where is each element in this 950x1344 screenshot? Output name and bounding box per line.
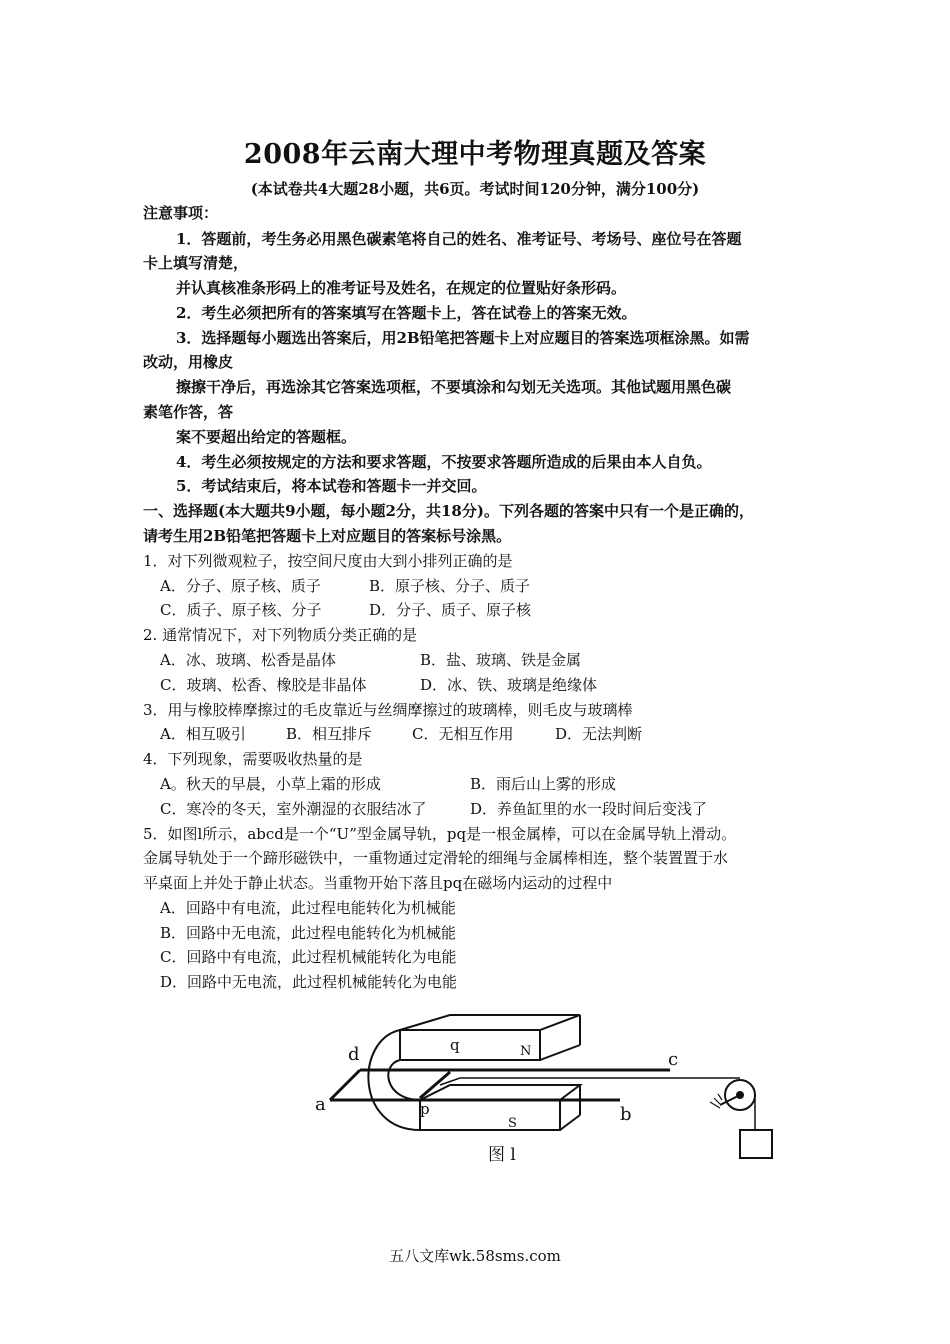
notice-heading: 注意事项： [143,204,219,222]
label-d: d [348,1044,360,1065]
question-stem: 金属导轨处于一个蹄形磁铁中，一重物通过定滑轮的细绳与金属棒相连，整个装置置于水 [143,849,729,867]
question-option: B．相互排斥 [286,725,373,743]
question-option: B．雨后山上雾的形成 [470,775,617,793]
question-option: C．质子、原子核、分子 [160,601,322,619]
magnet-edge [560,1115,580,1130]
support-hatch [710,1094,722,1108]
magnet-top-face [400,1015,580,1030]
label-a: a [315,1094,326,1115]
pulley-support [720,1095,740,1105]
notice-line: 素笔作答，答 [143,403,234,421]
rail-ad [330,1070,360,1100]
question-option: A．回路中有电流，此过程电能转化为机械能 [160,899,456,917]
magnet-bottom-face [420,1085,580,1100]
question-stem: 5．如图l所示，abcd是一个“U”型金属导轨，pq是一根金属棒，可以在金属导轨上滑动。 [143,825,737,843]
question-option: D．回路中无电流，此过程机械能转化为电能 [160,973,458,991]
notice-line: 4．考生必须按规定的方法和要求答题，不按要求答题所造成的后果由本人自负。 [176,453,712,471]
section-heading: 请考生用2B铅笔把答题卡上对应题目的答案标号涂黑。 [143,527,512,545]
label-b: b [620,1104,632,1125]
label-q: q [450,1036,460,1054]
notice-line: 5．考试结束后，将本试卷和答题卡一并交回。 [176,477,487,495]
footer-watermark: 五八文库wk.58sms.com [389,1247,561,1265]
label-p: p [420,1100,430,1118]
question-option: A。秋天的早晨，小草上霜的形成 [160,775,381,793]
notice-line: 并认真核准条形码上的准考证号及姓名，在规定的位置贴好条形码。 [176,279,627,297]
question-option: D．分子、质子、原子核 [369,601,532,619]
notice-line: 1．答题前，考生务必用黑色碳素笔将自己的姓名、准考证号、考场号、座位号在答题 [176,230,742,248]
question-option: D．养鱼缸里的水一段时间后变浅了 [470,800,708,818]
magnet-edge [540,1045,580,1060]
question-option: B．原子核、分子、质子 [369,577,531,595]
question-option: B．回路中无电流，此过程电能转化为机械能 [160,924,457,942]
question-stem: 平桌面上并处于静止状态。当重物开始下落且pq在磁场内运动的过程中 [143,874,613,892]
question-option: B．盐、玻璃、铁是金属 [420,651,582,669]
question-option: A．冰、玻璃、松香是晶体 [160,651,336,669]
magnet-u-outer [368,1030,420,1130]
question-stem: 3．用与橡胶棒摩擦过的毛皮靠近与丝绸摩擦过的玻璃棒，则毛皮与玻璃棒 [143,701,633,719]
page-title: 2008年云南大理中考物理真题及答案 [243,139,707,170]
question-option: A．分子、原子核、质子 [160,577,321,595]
figure-caption: 图 l [488,1145,516,1165]
notice-line: 卡上填写清楚， [143,254,249,272]
magnet-n-block [400,1030,540,1060]
label-S: S [508,1116,517,1131]
question-option: C．寒冷的冬天，室外潮湿的衣服结冰了 [160,800,427,818]
label-c: c [668,1049,679,1070]
question-option: C．回路中有电流，此过程机械能转化为电能 [160,948,457,966]
rod-pq [420,1072,450,1098]
weight-block [740,1130,772,1158]
question-option: A．相互吸引 [160,725,246,743]
page-subtitle: (本试卷共4大题28小题，共6页。考试时间120分钟，满分100分) [250,180,700,198]
magnet-s-block [420,1100,560,1130]
question-stem: 1．对下列微观粒子，按空间尺度由大到小排列正确的是 [143,552,513,570]
question-stem: 2. 通常情况下，对下列物质分类正确的是 [143,626,418,644]
notice-line: 改动，用橡皮 [143,353,234,371]
notice-line: 擦擦干净后，再选涂其它答案选项框，不要填涂和勾划无关选项。其他试题用黑色碳 [176,378,732,396]
section-heading: 一、选择题(本大题共9小题，每小题2分，共18分)。下列各题的答案中只有一个是正确的， [143,502,754,520]
question-option: C．无相互作用 [412,725,514,743]
magnet-u-inner [388,1060,420,1100]
question-option: C．玻璃、松香、橡胶是非晶体 [160,676,367,694]
notice-line: 2．考生必须把所有的答案填写在答题卡上，答在试卷上的答案无效。 [176,304,637,322]
question-option: D．冰、铁、玻璃是绝缘体 [420,676,598,694]
label-N: N [520,1044,532,1059]
question-stem: 4．下列现象，需要吸收热量的是 [143,750,363,768]
question-option: D．无法判断 [555,725,643,743]
notice-line: 案不要超出给定的答题框。 [176,428,357,446]
figure-1-diagram [300,1010,800,1180]
notice-line: 3．选择题每小题选出答案后，用2B铅笔把答题卡上对应题目的答案选项框涂黑。如需 [176,329,750,347]
string [440,1078,740,1085]
